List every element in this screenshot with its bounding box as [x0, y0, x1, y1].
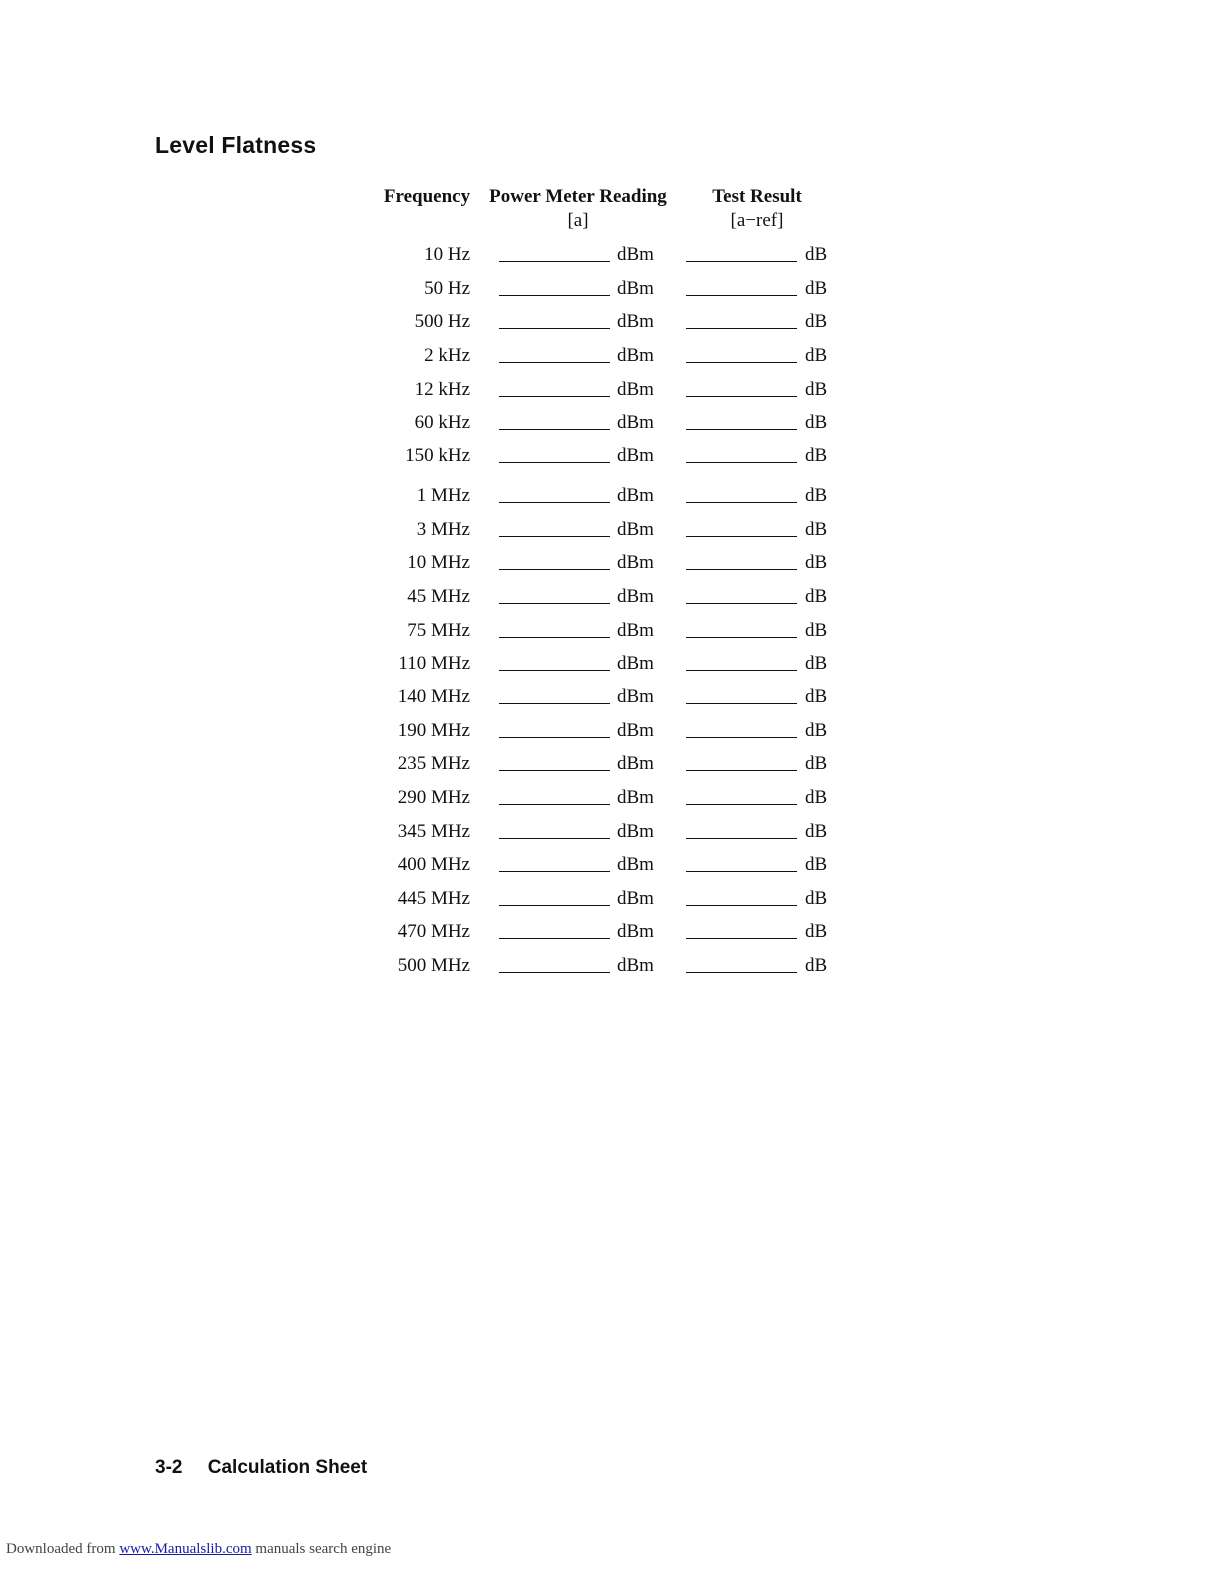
power-meter-unit: dBm: [617, 888, 654, 909]
frequency-cell: 75 MHz: [407, 620, 470, 641]
table-row: [0, 818, 1224, 846]
power-meter-unit: dBm: [617, 311, 654, 332]
table-row: [0, 784, 1224, 812]
test-result-blank[interactable]: [686, 871, 797, 872]
power-meter-reading-blank[interactable]: [499, 261, 610, 262]
test-result-unit: dB: [805, 787, 828, 808]
power-meter-unit: dBm: [617, 485, 654, 506]
power-meter-reading-blank[interactable]: [499, 396, 610, 397]
test-result-blank[interactable]: [686, 261, 797, 262]
table-row: [0, 308, 1224, 336]
frequency-cell: 140 MHz: [397, 686, 470, 707]
table-row: [0, 442, 1224, 470]
page-number: 3-2: [155, 1457, 183, 1478]
power-meter-unit: dBm: [617, 278, 654, 299]
test-result-unit: dB: [805, 244, 828, 265]
power-meter-reading-blank[interactable]: [499, 603, 610, 604]
table-row: [0, 851, 1224, 879]
power-meter-reading-blank[interactable]: [499, 569, 610, 570]
power-meter-reading-blank[interactable]: [499, 938, 610, 939]
power-meter-reading-blank[interactable]: [499, 429, 610, 430]
test-result-unit: dB: [805, 552, 828, 573]
frequency-cell: 10 MHz: [407, 552, 470, 573]
test-result-unit: dB: [805, 821, 828, 842]
frequency-cell: 470 MHz: [397, 921, 470, 942]
frequency-cell: 190 MHz: [397, 720, 470, 741]
test-result-blank[interactable]: [686, 637, 797, 638]
frequency-cell: 10 Hz: [424, 244, 470, 265]
test-result-blank[interactable]: [686, 905, 797, 906]
test-result-blank[interactable]: [686, 429, 797, 430]
download-suffix: manuals search engine: [255, 1541, 392, 1557]
power-meter-reading-blank[interactable]: [499, 328, 610, 329]
table-row: [0, 650, 1224, 678]
header-power-meter-sub: [a]: [567, 210, 589, 231]
power-meter-reading-blank[interactable]: [499, 871, 610, 872]
header-frequency: [380, 185, 474, 209]
section-title: Level Flatness: [155, 132, 317, 158]
power-meter-unit: dBm: [617, 620, 654, 641]
test-result-blank[interactable]: [686, 462, 797, 463]
table-row: [0, 750, 1224, 778]
table-row: [0, 516, 1224, 544]
test-result-blank[interactable]: [686, 804, 797, 805]
test-result-unit: dB: [805, 485, 828, 506]
table-row: [0, 241, 1224, 269]
frequency-cell: 500 Hz: [414, 311, 470, 332]
test-result-unit: dB: [805, 620, 828, 641]
table-row: [0, 717, 1224, 745]
test-result-blank[interactable]: [686, 328, 797, 329]
test-result-unit: dB: [805, 686, 828, 707]
download-prefix: Downloaded from: [6, 1541, 116, 1557]
header-power-meter-label: Power Meter Reading: [489, 186, 667, 207]
test-result-unit: dB: [805, 586, 828, 607]
test-result-unit: dB: [805, 412, 828, 433]
power-meter-reading-blank[interactable]: [499, 637, 610, 638]
test-result-unit: dB: [805, 653, 828, 674]
header-test-result-sub: [a−ref]: [730, 210, 784, 231]
power-meter-reading-blank[interactable]: [499, 838, 610, 839]
test-result-unit: dB: [805, 854, 828, 875]
power-meter-unit: dBm: [617, 821, 654, 842]
table-row: [0, 885, 1224, 913]
test-result-blank[interactable]: [686, 603, 797, 604]
download-note: [6, 1541, 391, 1558]
power-meter-unit: dBm: [617, 379, 654, 400]
frequency-cell: 500 MHz: [397, 955, 470, 976]
frequency-cell: 445 MHz: [397, 888, 470, 909]
power-meter-unit: dBm: [617, 345, 654, 366]
table-row: [0, 952, 1224, 980]
power-meter-reading-blank[interactable]: [499, 703, 610, 704]
test-result-unit: dB: [805, 753, 828, 774]
frequency-cell: 110 MHz: [398, 653, 470, 674]
power-meter-reading-blank[interactable]: [499, 462, 610, 463]
table-row: [0, 549, 1224, 577]
test-result-blank[interactable]: [686, 737, 797, 738]
frequency-cell: 400 MHz: [397, 854, 470, 875]
frequency-cell: 60 kHz: [414, 412, 470, 433]
power-meter-reading-blank[interactable]: [499, 502, 610, 503]
test-result-unit: dB: [805, 921, 828, 942]
power-meter-unit: dBm: [617, 955, 654, 976]
frequency-cell: 1 MHz: [416, 485, 470, 506]
header-test-result: [694, 185, 820, 233]
test-result-unit: dB: [805, 345, 828, 366]
power-meter-reading-blank[interactable]: [499, 770, 610, 771]
power-meter-reading-blank[interactable]: [499, 670, 610, 671]
table-row: [0, 409, 1224, 437]
test-result-blank[interactable]: [686, 938, 797, 939]
header-test-result-label: Test Result: [712, 186, 802, 207]
test-result-unit: dB: [805, 278, 828, 299]
test-result-blank[interactable]: [686, 362, 797, 363]
test-result-blank[interactable]: [686, 295, 797, 296]
frequency-cell: 45 MHz: [407, 586, 470, 607]
table-row: [0, 342, 1224, 370]
test-result-unit: dB: [805, 311, 828, 332]
test-result-unit: dB: [805, 888, 828, 909]
frequency-cell: 150 kHz: [405, 445, 470, 466]
table-row: [0, 918, 1224, 946]
frequency-cell: 290 MHz: [397, 787, 470, 808]
test-result-unit: dB: [805, 445, 828, 466]
power-meter-reading-blank[interactable]: [499, 737, 610, 738]
table-row: [0, 275, 1224, 303]
test-result-blank[interactable]: [686, 569, 797, 570]
power-meter-unit: dBm: [617, 686, 654, 707]
power-meter-unit: dBm: [617, 412, 654, 433]
test-result-unit: dB: [805, 720, 828, 741]
header-frequency-label: Frequency: [383, 186, 471, 207]
power-meter-unit: dBm: [617, 519, 654, 540]
table-row: [0, 376, 1224, 404]
table-row: [0, 583, 1224, 611]
power-meter-reading-blank[interactable]: [499, 972, 610, 973]
test-result-blank[interactable]: [686, 502, 797, 503]
header-power-meter: [480, 185, 676, 233]
test-result-blank[interactable]: [686, 703, 797, 704]
test-result-blank[interactable]: [686, 972, 797, 973]
test-result-blank[interactable]: [686, 396, 797, 397]
power-meter-unit: dBm: [617, 854, 654, 875]
power-meter-unit: dBm: [617, 244, 654, 265]
power-meter-unit: dBm: [617, 787, 654, 808]
power-meter-unit: dBm: [617, 753, 654, 774]
table-row: [0, 683, 1224, 711]
power-meter-reading-blank[interactable]: [499, 804, 610, 805]
frequency-cell: 235 MHz: [397, 753, 470, 774]
power-meter-unit: dBm: [617, 445, 654, 466]
power-meter-reading-blank[interactable]: [499, 536, 610, 537]
table-row: [0, 482, 1224, 510]
power-meter-reading-blank[interactable]: [499, 362, 610, 363]
test-result-unit: dB: [805, 955, 828, 976]
power-meter-unit: dBm: [617, 586, 654, 607]
power-meter-reading-blank[interactable]: [499, 905, 610, 906]
test-result-unit: dB: [805, 519, 828, 540]
test-result-blank[interactable]: [686, 536, 797, 537]
frequency-cell: 3 MHz: [416, 519, 470, 540]
frequency-cell: 12 kHz: [414, 379, 470, 400]
frequency-cell: 2 kHz: [424, 345, 470, 366]
power-meter-unit: dBm: [617, 653, 654, 674]
test-result-blank[interactable]: [686, 838, 797, 839]
page-footer: [155, 1457, 367, 1479]
test-result-unit: dB: [805, 379, 828, 400]
frequency-cell: 345 MHz: [397, 821, 470, 842]
table-row: [0, 617, 1224, 645]
test-result-blank[interactable]: [686, 770, 797, 771]
footer-section: Calculation Sheet: [207, 1457, 368, 1478]
test-result-blank[interactable]: [686, 670, 797, 671]
power-meter-unit: dBm: [617, 720, 654, 741]
power-meter-unit: dBm: [617, 552, 654, 573]
manualslib-link[interactable]: www.Manualslib.com: [119, 1541, 252, 1557]
power-meter-unit: dBm: [617, 921, 654, 942]
power-meter-reading-blank[interactable]: [499, 295, 610, 296]
frequency-cell: 50 Hz: [424, 278, 470, 299]
